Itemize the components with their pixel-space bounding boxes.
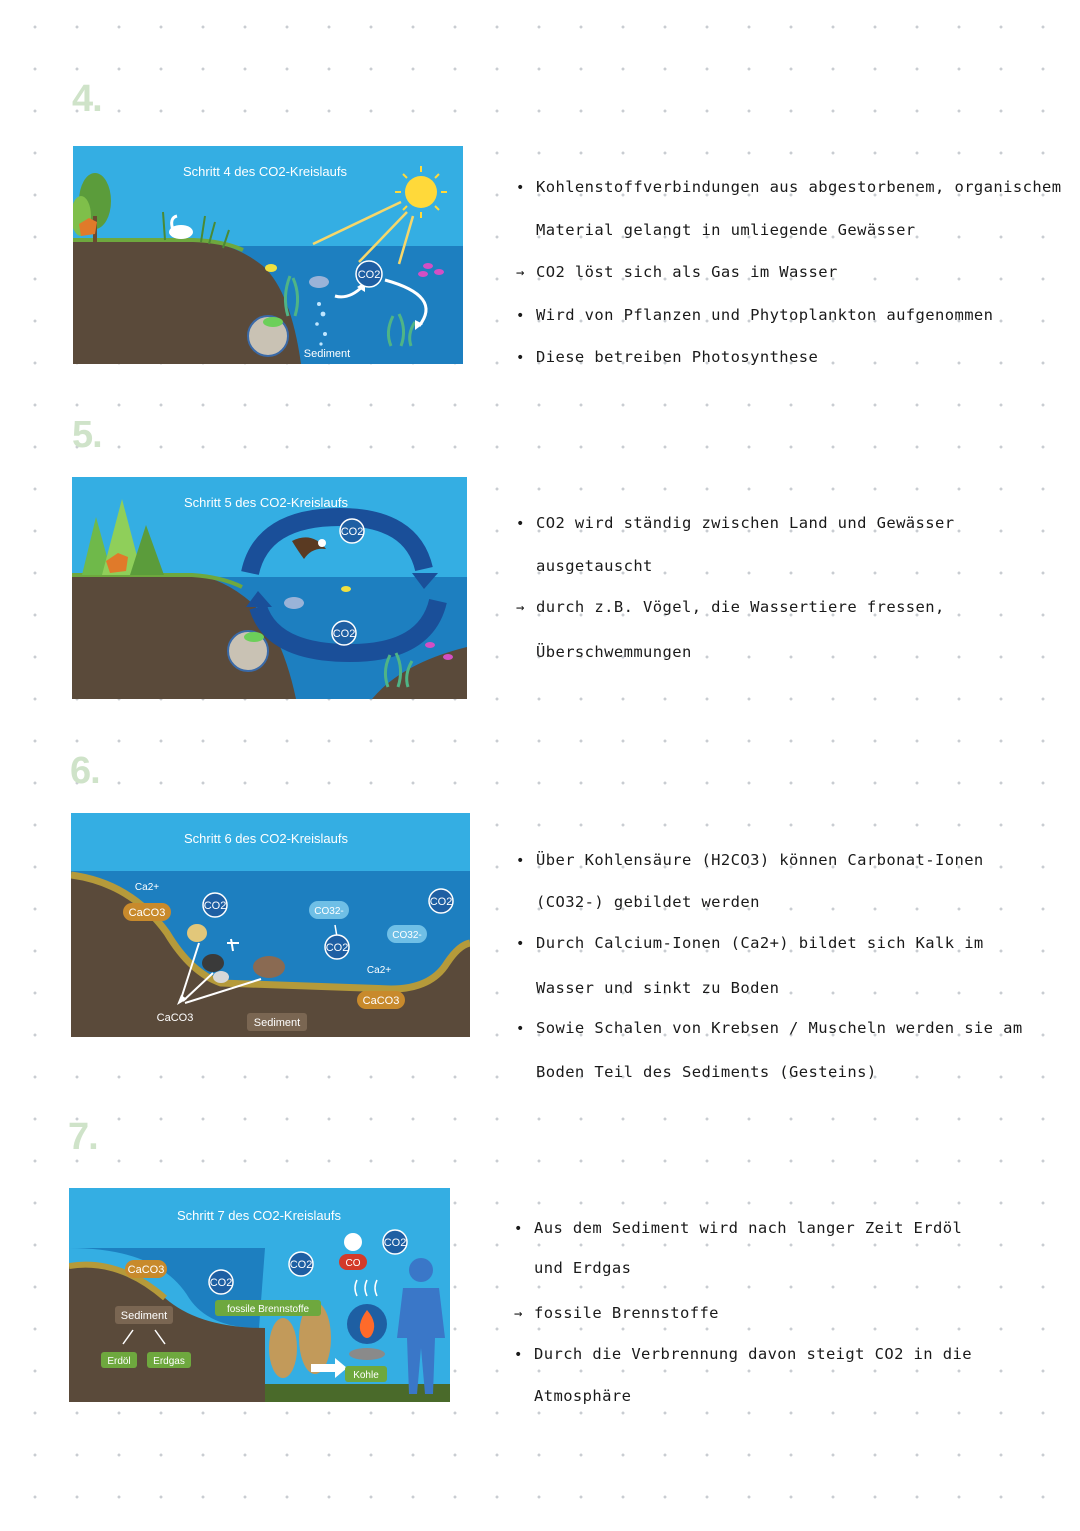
erdgas-label: Erdgas xyxy=(153,1356,185,1367)
panel-title: Schritt 7 des CO2-Kreislaufs xyxy=(177,1208,342,1223)
co2-label: CO2 xyxy=(429,896,453,908)
co2-label: CO2 xyxy=(332,628,356,640)
fish-icon xyxy=(265,264,277,272)
note-line: • Durch Calcium-Ionen (Ca2+) bildet sich Kalk im xyxy=(516,934,984,952)
panel-title: Schritt 6 des CO2-Kreislaufs xyxy=(184,831,349,846)
note-line: • Kohlenstoffverbindungen aus abgestorbenem, organischem xyxy=(516,178,1062,196)
step-4-diagram xyxy=(73,146,463,364)
sediment-label: Sediment xyxy=(253,1017,301,1029)
co2-label: CO2 xyxy=(209,1277,233,1289)
note-line: • Über Kohlensäure (H2CO3) können Carbonat-Ionen xyxy=(516,851,984,869)
note-line: • Sowie Schalen von Krebsen / Muscheln werden sie am xyxy=(516,1019,1023,1037)
erdoel-label: Erdöl xyxy=(107,1356,131,1367)
note-line: → fossile Brennstoffe xyxy=(514,1304,719,1322)
sediment-label: Sediment xyxy=(303,348,351,360)
coal-icon xyxy=(349,1348,385,1360)
carbonate-ion-label: CO32- xyxy=(314,906,344,917)
note-line: (CO32-) gebildet werden xyxy=(536,893,760,911)
note-line: ausgetauscht xyxy=(536,557,653,575)
sun-icon xyxy=(405,176,437,208)
co2-label: CO2 xyxy=(325,942,349,954)
caco3-label: CaCO3 xyxy=(362,995,400,1007)
fish-icon xyxy=(341,586,351,592)
note-line: • Wird von Pflanzen und Phytoplankton aufgenommen xyxy=(516,306,994,324)
step-5-diagram xyxy=(72,477,467,699)
note-line: • Aus dem Sediment wird nach langer Zeit Erdöl xyxy=(514,1219,963,1237)
step-6-diagram xyxy=(71,813,470,1037)
calcium-ion-label: Ca2+ xyxy=(366,965,392,976)
note-line: Atmosphäre xyxy=(534,1387,632,1405)
co2-label: CO2 xyxy=(340,526,364,538)
note-line: → durch z.B. Vögel, die Wassertiere fressen, xyxy=(516,598,945,616)
note-line: und Erdgas xyxy=(534,1259,632,1277)
caco3-label: CaCO3 xyxy=(127,1264,165,1276)
co-label: CO xyxy=(345,1258,361,1269)
fish-icon xyxy=(309,276,329,288)
calcium-ion-label: Ca2+ xyxy=(134,882,160,893)
co2-label: CO2 xyxy=(289,1259,313,1271)
note-line: Wasser und sinkt zu Boden xyxy=(536,979,780,997)
step-7-diagram xyxy=(69,1188,450,1402)
note-line: Überschwemmungen xyxy=(536,643,692,661)
note-line: Boden Teil des Sediments (Gesteins) xyxy=(536,1063,877,1081)
kohle-label: Kohle xyxy=(353,1370,379,1381)
step-number: 6. xyxy=(70,750,100,792)
note-line: • CO2 wird ständig zwischen Land und Gewässer xyxy=(516,514,955,532)
panel-title: Schritt 4 des CO2-Kreislaufs xyxy=(183,164,348,179)
step-number: 7. xyxy=(68,1116,98,1158)
co2-label: CO2 xyxy=(383,1237,407,1249)
step-5-illustration xyxy=(72,477,467,699)
fish-icon xyxy=(284,597,304,609)
note-line: • Durch die Verbrennung davon steigt CO2 in die xyxy=(514,1345,972,1363)
note-line: Material gelangt in umliegende Gewässer xyxy=(536,221,916,239)
step-number: 4. xyxy=(72,78,102,120)
caco3-label: CaCO3 xyxy=(128,907,166,919)
step-number: 5. xyxy=(72,414,102,456)
skull-icon xyxy=(344,1233,362,1251)
note-line: • Diese betreiben Photosynthese xyxy=(516,348,819,366)
shell-icon xyxy=(187,924,207,942)
crab-icon xyxy=(253,956,285,978)
shell-icon xyxy=(213,971,229,983)
co2-label: CO2 xyxy=(357,269,381,281)
carbonate-ion-label: CO32- xyxy=(392,930,422,941)
fish-icon xyxy=(425,642,435,648)
caco3-label: CaCO3 xyxy=(156,1012,194,1024)
co2-label: CO2 xyxy=(203,900,227,912)
mussel-icon xyxy=(202,954,224,972)
note-line: → CO2 löst sich als Gas im Wasser xyxy=(516,263,838,281)
fish-icon xyxy=(423,263,433,269)
step-6-illustration xyxy=(71,813,470,1037)
panel-title: Schritt 5 des CO2-Kreislaufs xyxy=(184,495,349,510)
fossil-fuels-label: fossile Brennstoffe xyxy=(226,1304,310,1315)
sediment-label: Sediment xyxy=(120,1310,168,1322)
